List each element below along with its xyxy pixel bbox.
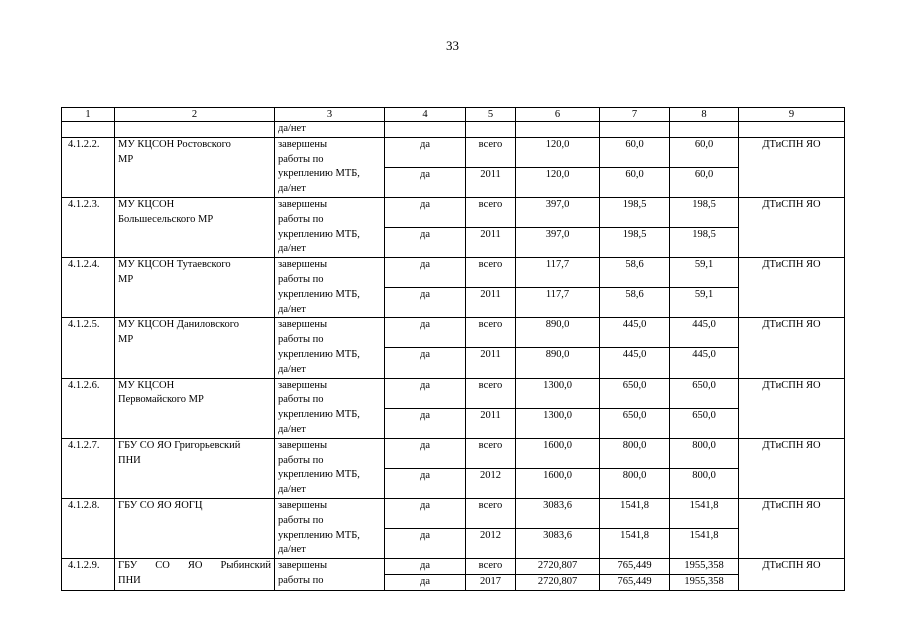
header-cell: 5 bbox=[466, 108, 516, 122]
value-cell-c5: всего bbox=[466, 258, 516, 288]
header-cell: 7 bbox=[600, 108, 670, 122]
value-cell-c7: 58,6 bbox=[600, 258, 670, 288]
responsible-cell: ДТиСПН ЯО bbox=[739, 197, 845, 257]
item-number: 4.1.2.7. bbox=[62, 438, 115, 498]
value-cell-c5: 2011 bbox=[466, 348, 516, 378]
value-cell-c8: 59,1 bbox=[670, 258, 739, 288]
cell-line: завершены bbox=[278, 560, 328, 572]
value-cell-c5: всего bbox=[466, 378, 516, 408]
value-cell-c8: 198,5 bbox=[670, 228, 739, 258]
organization-cell bbox=[115, 559, 275, 591]
result-cell bbox=[275, 258, 385, 318]
cell-line: МУ КЦСОН Ростовского bbox=[118, 138, 231, 150]
cell-line: работы по bbox=[278, 574, 324, 586]
responsible-cell: ДТиСПН ЯО bbox=[739, 559, 845, 591]
cell-line: укреплению МТБ, bbox=[278, 168, 360, 180]
value-cell-c7: 1541,8 bbox=[600, 498, 670, 528]
cell-line: да/нет bbox=[278, 423, 306, 435]
value-cell-c7: 198,5 bbox=[600, 197, 670, 227]
cell-line: МУ КЦСОН bbox=[118, 379, 175, 391]
table-row bbox=[62, 258, 845, 288]
page-number: 33 bbox=[446, 38, 459, 53]
value-cell-c5: всего bbox=[466, 559, 516, 575]
cell-line: Большесельского МР bbox=[118, 213, 214, 225]
result-cell bbox=[275, 197, 385, 257]
cell-line: работы по bbox=[278, 213, 324, 225]
result-cell bbox=[275, 378, 385, 438]
cell-line: МУ КЦСОН Тутаевского bbox=[118, 259, 231, 271]
value-cell-c7: 800,0 bbox=[600, 438, 670, 468]
value-cell-c4: да bbox=[385, 288, 466, 318]
value-cell-c8: 1955,358 bbox=[670, 574, 739, 590]
value-cell-c4: да bbox=[385, 348, 466, 378]
cell-line: да/нет bbox=[278, 303, 306, 315]
continuation-row bbox=[62, 122, 845, 138]
value-cell-c5: всего bbox=[466, 137, 516, 167]
table-row bbox=[62, 559, 845, 575]
value-cell-c5: 2011 bbox=[466, 228, 516, 258]
value-cell-c8: 650,0 bbox=[670, 408, 739, 438]
value-cell-c8: 1541,8 bbox=[670, 529, 739, 559]
cell-line: ГБУ СО ЯО ЯОГЦ bbox=[118, 499, 203, 511]
header-cell: 9 bbox=[739, 108, 845, 122]
value-cell-c4: да bbox=[385, 559, 466, 575]
header-cell: 2 bbox=[115, 108, 275, 122]
item-number: 4.1.2.2. bbox=[62, 137, 115, 197]
value-cell-c4: да bbox=[385, 258, 466, 288]
result-cell bbox=[275, 438, 385, 498]
value-cell-c7: 445,0 bbox=[600, 348, 670, 378]
cell-line: завершены bbox=[278, 499, 328, 511]
result-cell bbox=[275, 137, 385, 197]
table-row bbox=[62, 438, 845, 468]
value-cell-c6: 1300,0 bbox=[516, 408, 600, 438]
value-cell-c6: 397,0 bbox=[516, 197, 600, 227]
value-cell-c6: 890,0 bbox=[516, 348, 600, 378]
item-number: 4.1.2.9. bbox=[62, 559, 115, 591]
value-cell-c4: да bbox=[385, 167, 466, 197]
value-cell-c7: 60,0 bbox=[600, 137, 670, 167]
cell-line: МУ КЦСОН bbox=[118, 198, 175, 210]
header-cell: 8 bbox=[670, 108, 739, 122]
table-row bbox=[62, 498, 845, 528]
cell-line: укреплению МТБ, bbox=[278, 228, 360, 240]
organization-cell bbox=[115, 318, 275, 378]
value-cell-c6: 1600,0 bbox=[516, 468, 600, 498]
cell-line: завершены bbox=[278, 319, 328, 331]
value-cell-c5: всего bbox=[466, 318, 516, 348]
item-number: 4.1.2.4. bbox=[62, 258, 115, 318]
value-cell-c5: 2012 bbox=[466, 468, 516, 498]
organization-cell bbox=[115, 438, 275, 498]
result-cell bbox=[275, 498, 385, 558]
cell-line: да/нет bbox=[278, 544, 306, 556]
responsible-cell: ДТиСПН ЯО bbox=[739, 137, 845, 197]
value-cell-c8: 1955,358 bbox=[670, 559, 739, 575]
cell-line: работы по bbox=[278, 334, 324, 346]
value-cell-c8: 1541,8 bbox=[670, 498, 739, 528]
header-cell: 1 bbox=[62, 108, 115, 122]
program-table bbox=[61, 107, 845, 591]
table-row bbox=[62, 318, 845, 348]
value-cell-c8: 60,0 bbox=[670, 167, 739, 197]
organization-cell bbox=[115, 137, 275, 197]
cell-line: да/нет bbox=[278, 243, 306, 255]
value-cell-c6: 1300,0 bbox=[516, 378, 600, 408]
value-cell-c4: да bbox=[385, 529, 466, 559]
value-cell-c5: всего bbox=[466, 438, 516, 468]
value-cell-c7: 1541,8 bbox=[600, 529, 670, 559]
value-cell-c6: 397,0 bbox=[516, 228, 600, 258]
value-cell-c8: 445,0 bbox=[670, 318, 739, 348]
cell-line: укреплению МТБ, bbox=[278, 469, 360, 481]
value-cell-c5: 2017 bbox=[466, 574, 516, 590]
cell-line: ГБУ СО ЯО Григорьевский bbox=[118, 439, 241, 451]
value-cell-c4: да bbox=[385, 137, 466, 167]
cell-line: укреплению МТБ, bbox=[278, 348, 360, 360]
cell-line: да/нет bbox=[278, 183, 306, 195]
organization-cell bbox=[115, 498, 275, 558]
organization-cell bbox=[115, 258, 275, 318]
cell-line: ПНИ bbox=[118, 454, 141, 466]
value-cell-c8: 800,0 bbox=[670, 438, 739, 468]
header-cell: 3 bbox=[275, 108, 385, 122]
value-cell-c4: да bbox=[385, 197, 466, 227]
value-cell-c4: да bbox=[385, 408, 466, 438]
value-cell-c6: 117,7 bbox=[516, 288, 600, 318]
value-cell-c4: да bbox=[385, 318, 466, 348]
cell-line: да/нет bbox=[278, 484, 306, 496]
value-cell-c8: 445,0 bbox=[670, 348, 739, 378]
value-cell-c7: 765,449 bbox=[600, 559, 670, 575]
cell-line: МР bbox=[118, 153, 134, 165]
organization-cell bbox=[115, 378, 275, 438]
cell-line: ПНИ bbox=[118, 574, 141, 586]
cell-line: работы по bbox=[278, 153, 324, 165]
value-cell-c4: да bbox=[385, 468, 466, 498]
cell-line: МУ КЦСОН Даниловского bbox=[118, 319, 239, 331]
value-cell-c8: 198,5 bbox=[670, 197, 739, 227]
cell-line: завершены bbox=[278, 379, 328, 391]
value-cell-c6: 120,0 bbox=[516, 167, 600, 197]
cell-line: МР bbox=[118, 273, 134, 285]
responsible-cell: ДТиСПН ЯО bbox=[739, 258, 845, 318]
header-cell: 6 bbox=[516, 108, 600, 122]
value-cell-c5: всего bbox=[466, 498, 516, 528]
value-cell-c7: 58,6 bbox=[600, 288, 670, 318]
cell-line: укреплению МТБ, bbox=[278, 288, 360, 300]
cell-line: работы по bbox=[278, 454, 324, 466]
value-cell-c8: 60,0 bbox=[670, 137, 739, 167]
value-cell-c7: 60,0 bbox=[600, 167, 670, 197]
value-cell-c7: 765,449 bbox=[600, 574, 670, 590]
value-cell-c5: всего bbox=[466, 197, 516, 227]
responsible-cell: ДТиСПН ЯО bbox=[739, 498, 845, 558]
responsible-cell: ДТиСПН ЯО bbox=[739, 438, 845, 498]
value-cell-c6: 2720,807 bbox=[516, 559, 600, 575]
responsible-cell: ДТиСПН ЯО bbox=[739, 378, 845, 438]
value-cell-c5: 2011 bbox=[466, 408, 516, 438]
value-cell-c7: 800,0 bbox=[600, 468, 670, 498]
value-cell-c5: 2011 bbox=[466, 288, 516, 318]
header-row bbox=[62, 108, 845, 122]
cell-line: завершены bbox=[278, 259, 328, 271]
value-cell-c7: 198,5 bbox=[600, 228, 670, 258]
value-cell-c5: 2011 bbox=[466, 167, 516, 197]
table-row bbox=[62, 197, 845, 227]
cell-line: Первомайского МР bbox=[118, 394, 204, 406]
cell-line: работы по bbox=[278, 514, 324, 526]
cell-line: да/нет bbox=[278, 363, 306, 375]
value-cell-c4: да bbox=[385, 228, 466, 258]
table-row bbox=[62, 378, 845, 408]
cell-line: укреплению МТБ, bbox=[278, 529, 360, 541]
value-cell-c8: 800,0 bbox=[670, 468, 739, 498]
value-cell-c6: 120,0 bbox=[516, 137, 600, 167]
result-cell bbox=[275, 318, 385, 378]
value-cell-c6: 890,0 bbox=[516, 318, 600, 348]
value-cell-c7: 650,0 bbox=[600, 408, 670, 438]
item-number: 4.1.2.6. bbox=[62, 378, 115, 438]
value-cell-c4: да bbox=[385, 574, 466, 590]
header-cell: 4 bbox=[385, 108, 466, 122]
value-cell-c4: да bbox=[385, 438, 466, 468]
value-cell-c6: 3083,6 bbox=[516, 498, 600, 528]
value-cell-c8: 59,1 bbox=[670, 288, 739, 318]
item-number: 4.1.2.3. bbox=[62, 197, 115, 257]
cell-line: завершены bbox=[278, 138, 328, 150]
organization-cell bbox=[115, 197, 275, 257]
value-cell-c4: да bbox=[385, 498, 466, 528]
responsible-cell: ДТиСПН ЯО bbox=[739, 318, 845, 378]
cell-line: ГБУ СО ЯО Рыбинский bbox=[118, 560, 271, 572]
value-cell-c7: 445,0 bbox=[600, 318, 670, 348]
continuation-result: да/нет bbox=[275, 122, 385, 138]
value-cell-c6: 117,7 bbox=[516, 258, 600, 288]
result-cell bbox=[275, 559, 385, 591]
value-cell-c4: да bbox=[385, 378, 466, 408]
cell-line: работы по bbox=[278, 394, 324, 406]
value-cell-c5: 2012 bbox=[466, 529, 516, 559]
cell-line: работы по bbox=[278, 273, 324, 285]
item-number: 4.1.2.5. bbox=[62, 318, 115, 378]
cell-line: завершены bbox=[278, 198, 328, 210]
cell-line: завершены bbox=[278, 439, 328, 451]
value-cell-c6: 2720,807 bbox=[516, 574, 600, 590]
value-cell-c6: 3083,6 bbox=[516, 529, 600, 559]
item-number: 4.1.2.8. bbox=[62, 498, 115, 558]
cell-line: МР bbox=[118, 334, 134, 346]
table-row bbox=[62, 137, 845, 167]
cell-line: укреплению МТБ, bbox=[278, 409, 360, 421]
value-cell-c8: 650,0 bbox=[670, 378, 739, 408]
value-cell-c7: 650,0 bbox=[600, 378, 670, 408]
value-cell-c6: 1600,0 bbox=[516, 438, 600, 468]
